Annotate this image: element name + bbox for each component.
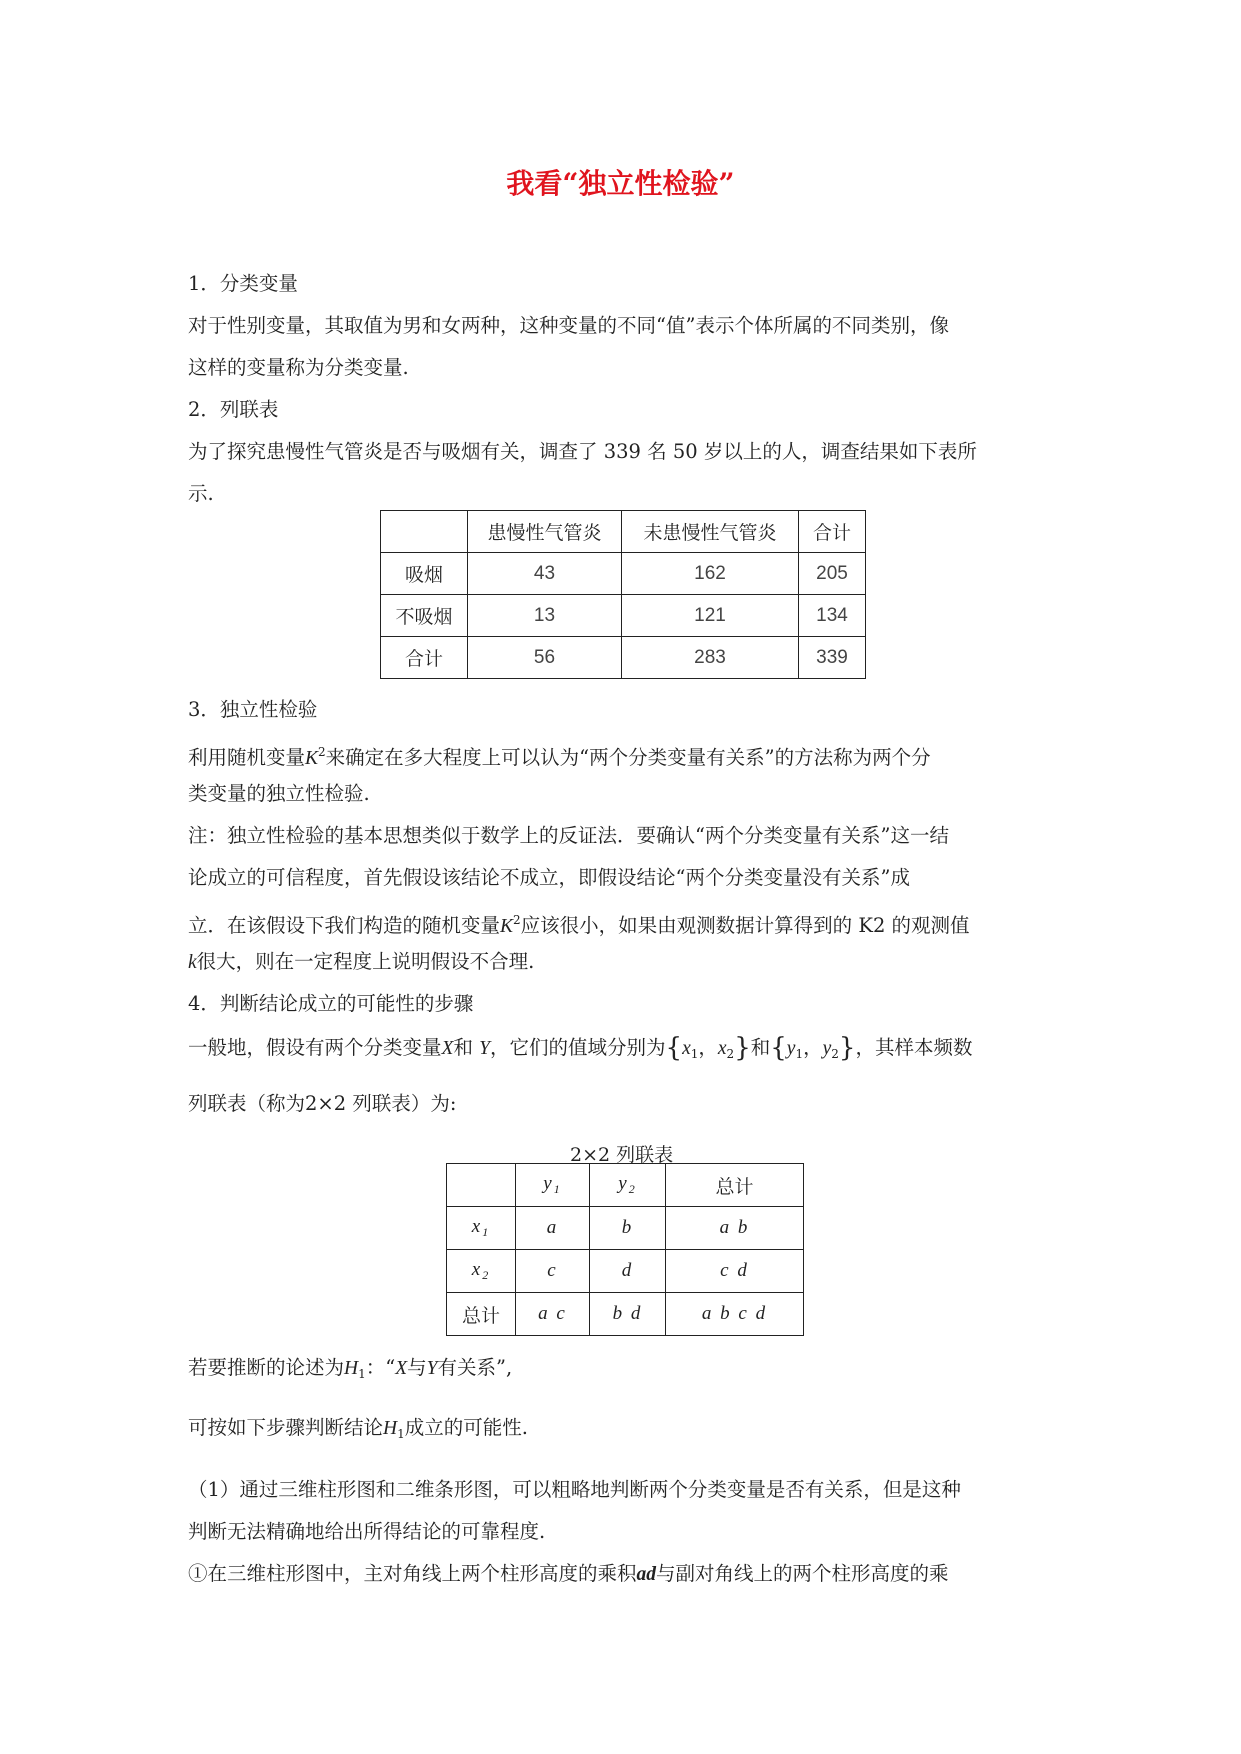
- note-line2: 论成立的可信程度，首先假设该结论不成立，即假设结论“两个分类变量没有关系”成: [188, 866, 910, 889]
- table-cell: a c: [516, 1293, 590, 1336]
- section-3-text-line1: 利用随机变量$K^2$来确定在多大程度上可以认为“两个分类变量有关系”的方法称为两个分: [188, 745, 931, 769]
- table-cell: 339: [799, 637, 866, 679]
- smoking-contingency-table: [380, 510, 866, 679]
- section-2-text-line2: 示.: [188, 482, 214, 505]
- table-cell: b: [590, 1207, 666, 1250]
- table-row: [447, 1250, 804, 1293]
- steps-intro-line: 可按如下步骤判断结论$H_1$成立的可能性.: [188, 1416, 528, 1441]
- table-cell: 13: [468, 595, 622, 637]
- section-2-text-line1: 为了探究患慢性气管炎是否与吸烟有关，调查了 339 名 50 岁以上的人，调查结果如下表所: [188, 440, 977, 463]
- note-line1: 注：独立性检验的基本思想类似于数学上的反证法．要确认“两个分类变量有关系”这一结: [188, 824, 949, 847]
- note-line3: 立．在该假设下我们构造的随机变量$K^2$应该很小，如果由观测数据计算得到的 K2 的观测值: [188, 913, 970, 937]
- table-cell: 121: [622, 595, 799, 637]
- table-row: [447, 1293, 804, 1336]
- table-cell: 未患慢性气管炎: [622, 511, 799, 553]
- table-cell: 总计: [666, 1164, 804, 1207]
- section-3-heading: 3．独立性检验: [188, 698, 318, 721]
- paragraph-2-line1: ①在三维柱形图中，主对角线上两个柱形高度的乘积ad与副对角线上的两个柱形高度的乘: [188, 1562, 949, 1585]
- table-header-row: [447, 1164, 804, 1207]
- table-cell: $y_1$: [516, 1164, 590, 1207]
- paragraph-1-line2: 判断无法精确地给出所得结论的可靠程度.: [188, 1520, 546, 1543]
- table-cell: 43: [468, 553, 622, 595]
- table-header-row: [381, 511, 866, 553]
- table-cell: 合计: [799, 511, 866, 553]
- section-2-heading: 2．列联表: [188, 398, 279, 421]
- table-cell: [381, 511, 468, 553]
- table-cell: 134: [799, 595, 866, 637]
- table-caption: 2×2 列联表: [570, 1144, 674, 1166]
- paragraph-1-line1: （1）通过三维柱形图和二维条形图，可以粗略地判断两个分类变量是否有关系，但是这种: [188, 1478, 961, 1501]
- table-cell: c: [516, 1250, 590, 1293]
- table-cell: $x_2$: [447, 1250, 516, 1293]
- two-by-two-table: [446, 1163, 804, 1336]
- table-cell: 162: [622, 553, 799, 595]
- table-cell: 56: [468, 637, 622, 679]
- table-row: [381, 595, 866, 637]
- section-1-text-line2: 这样的变量称为分类变量.: [188, 356, 409, 379]
- table-cell: d: [590, 1250, 666, 1293]
- table-cell: 283: [622, 637, 799, 679]
- table-cell: a: [516, 1207, 590, 1250]
- table-cell: 患慢性气管炎: [468, 511, 622, 553]
- table-cell: [447, 1164, 516, 1207]
- table-cell: a b: [666, 1207, 804, 1250]
- table-cell: c d: [666, 1250, 804, 1293]
- section-1-heading: 1．分类变量: [188, 272, 298, 295]
- table-cell: b d: [590, 1293, 666, 1336]
- section-4-text-line1: 一般地，假设有两个分类变量X和 Y，它们的值域分别为{$x_1$，$x_2$}和{$y_1$，$y_2$}，其样本频数: [188, 1033, 973, 1063]
- section-1-text-line1: 对于性别变量，其取值为男和女两种，这种变量的不同“值”表示个体所属的不同类别，像: [188, 314, 949, 337]
- hypothesis-line: 若要推断的论述为$H_1$：“X与Y有关系”,: [188, 1356, 513, 1381]
- section-3-text-line2: 类变量的独立性检验.: [188, 782, 370, 805]
- table-cell: 吸烟: [381, 553, 468, 595]
- table-row: [447, 1207, 804, 1250]
- table-row: [381, 637, 866, 679]
- table-cell: $y_2$: [590, 1164, 666, 1207]
- page-title: 我看“独立性检验”: [506, 167, 735, 200]
- note-line4: k很大，则在一定程度上说明假设不合理.: [188, 950, 535, 973]
- section-4-text-line2: 列联表（称为2×2 列联表）为:: [188, 1092, 457, 1115]
- table-cell: 合计: [381, 637, 468, 679]
- table-cell: 205: [799, 553, 866, 595]
- section-4-heading: 4．判断结论成立的可能性的步骤: [188, 992, 474, 1015]
- table-cell: 不吸烟: [381, 595, 468, 637]
- table-cell: a b c d: [666, 1293, 804, 1336]
- table-row: [381, 553, 866, 595]
- table-cell: $x_1$: [447, 1207, 516, 1250]
- table-cell: 总计: [447, 1293, 516, 1336]
